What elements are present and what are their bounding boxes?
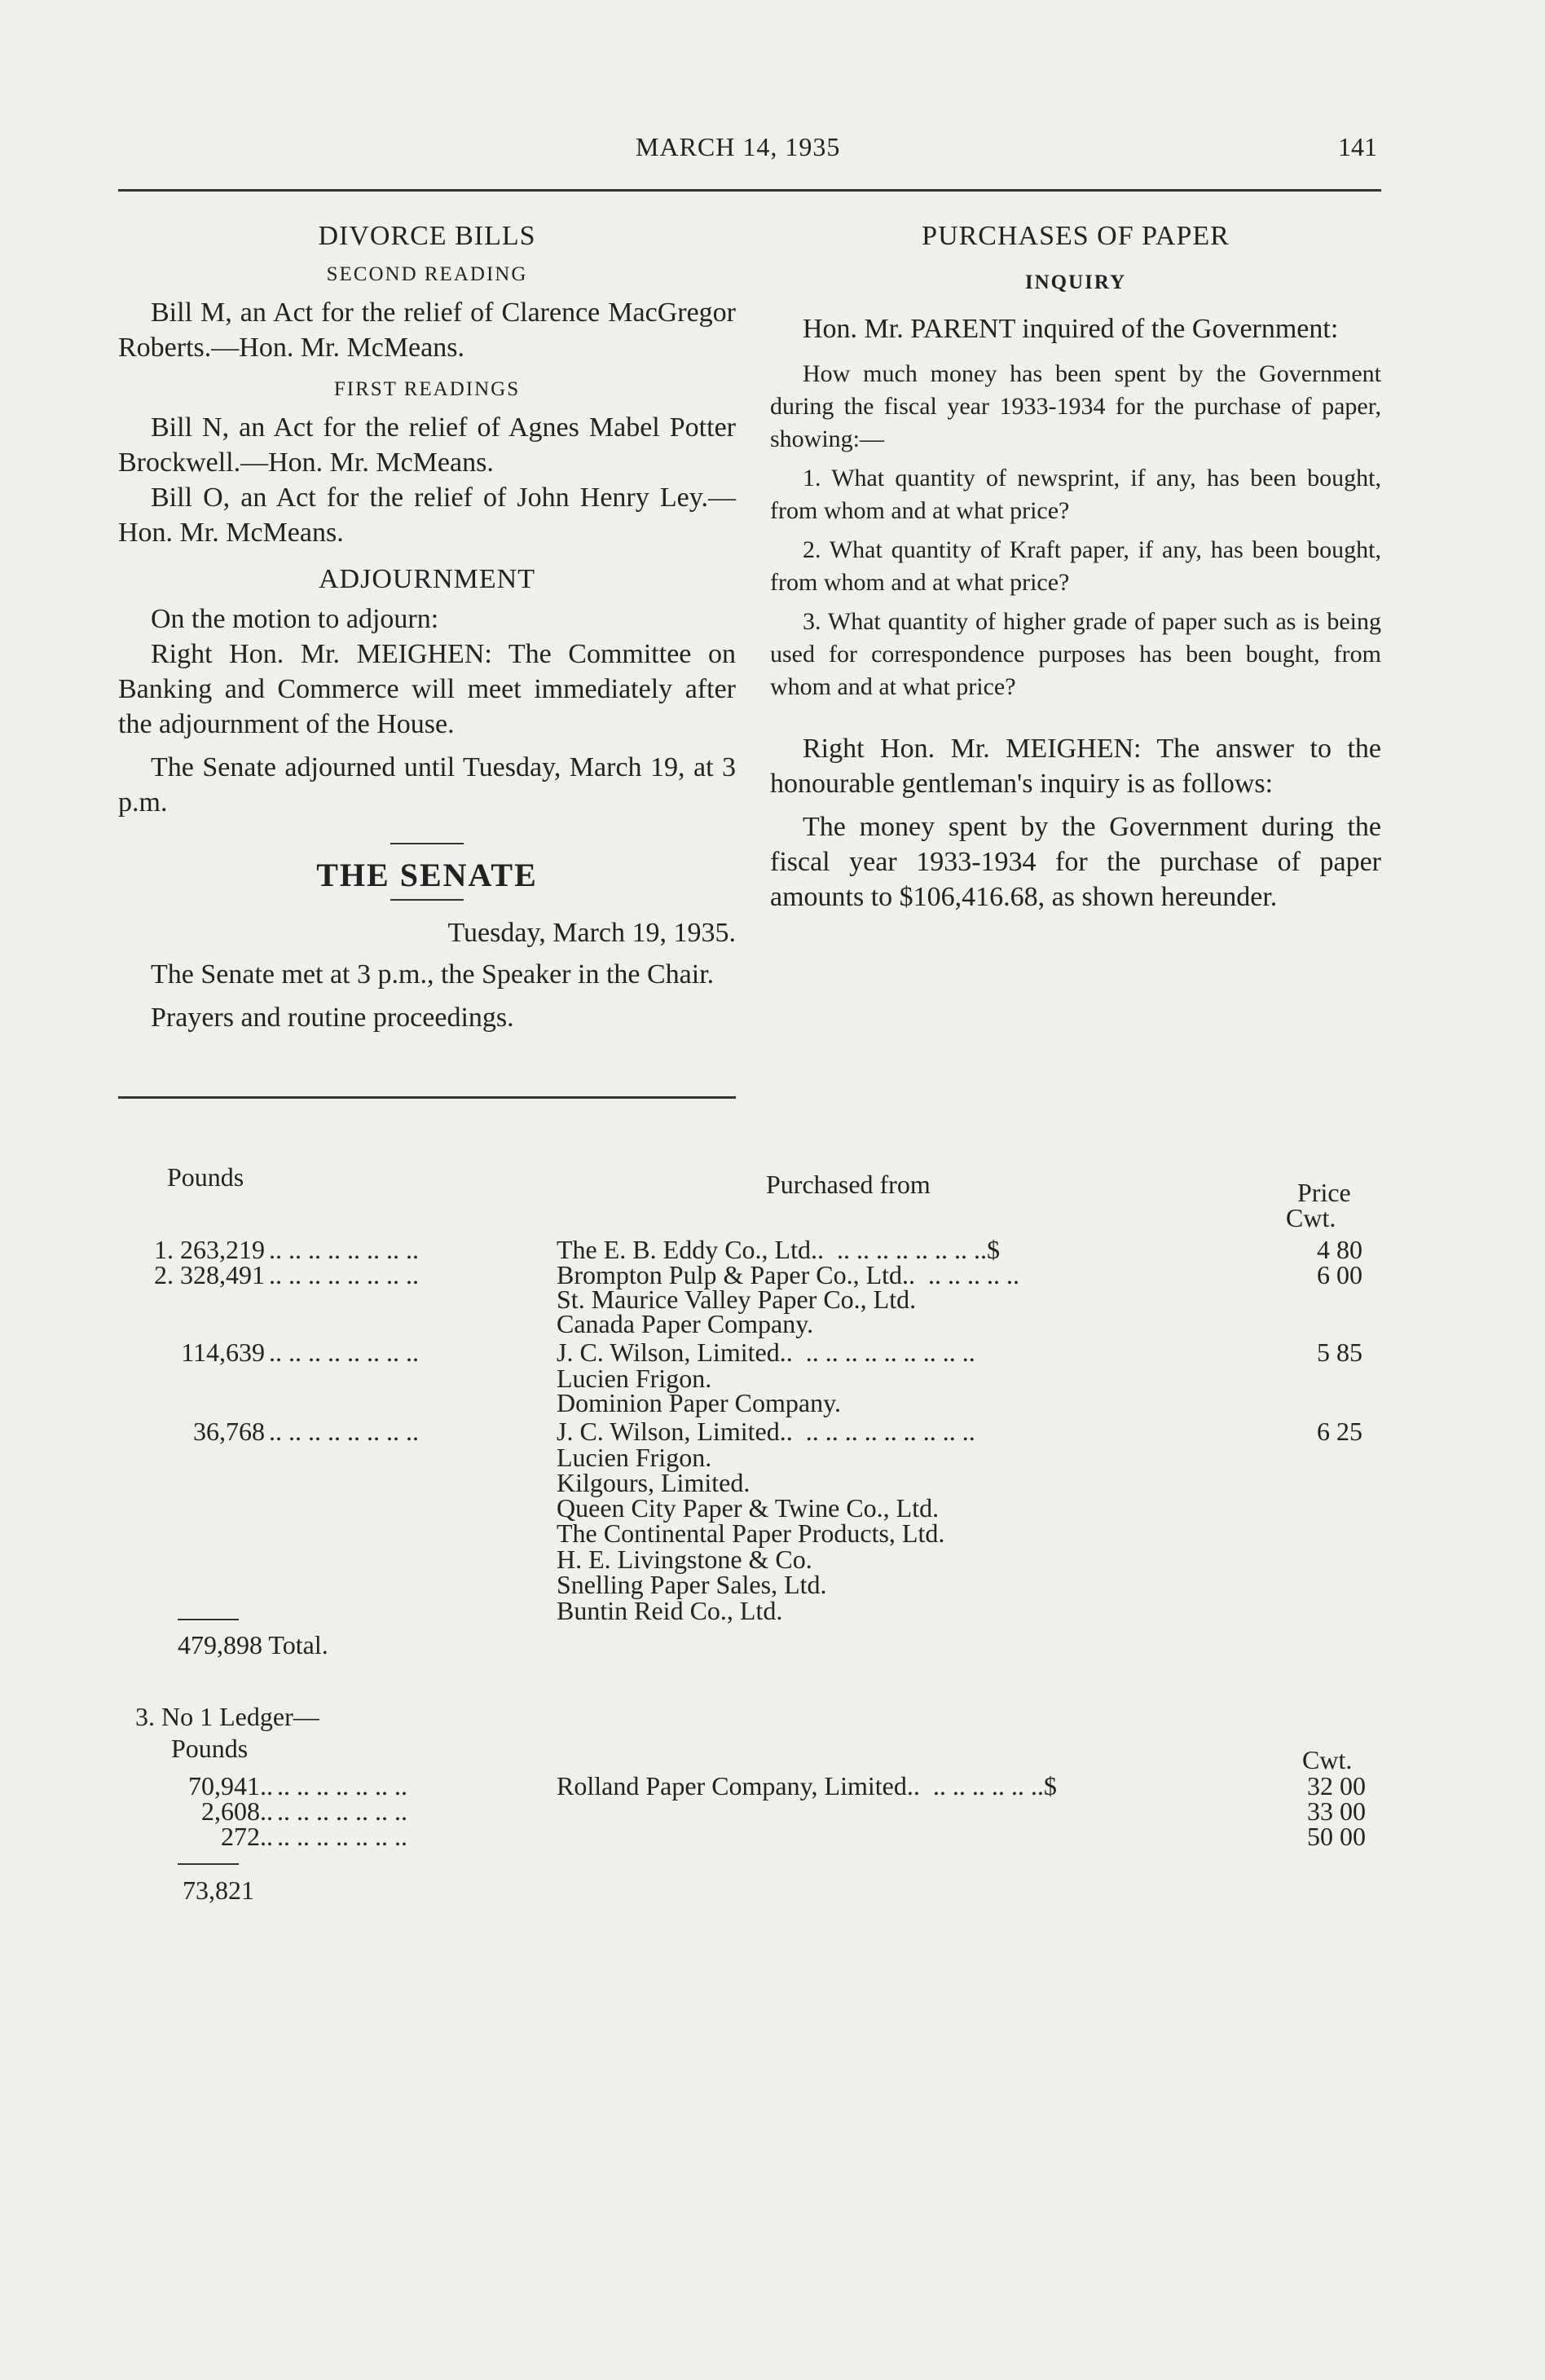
- question-intro: How much money has been spent by the Government during the fiscal year 1933-1934 for the purchase of paper, showing:—: [770, 360, 1381, 452]
- adjournment-heading: ADJOURNMENT: [319, 564, 535, 594]
- table-cell-pounds: 114,639: [181, 1338, 265, 1367]
- col-header-cwt: Cwt.: [1286, 1203, 1336, 1232]
- question-2: 2. What quantity of Kraft paper, if any, has been bought, from whom and at what price?: [770, 536, 1381, 596]
- col-header-purchased: Purchased from: [766, 1170, 931, 1199]
- table-cell-leader: .. .. .. .. .. .. .. ..: [269, 1235, 419, 1264]
- table-cell-supplier: Dominion Paper Company.: [557, 1388, 841, 1417]
- session-date: Tuesday, March 19, 1935.: [447, 918, 736, 948]
- ledger-cell-leader: .. .. .. .. .. .. ..: [277, 1771, 407, 1800]
- meighen-statement: Right Hon. Mr. MEIGHEN: The Committee on Banking and Commerce will meet immediately after the adjournment of the House.: [118, 639, 736, 739]
- running-header-date: MARCH 14, 1935: [636, 132, 841, 161]
- ledger-cell-price: 50 00: [1307, 1822, 1366, 1851]
- ledger-cell-leader: .. .. .. .. .. .. ..: [277, 1796, 407, 1826]
- table-cell-supplier: St. Maurice Valley Paper Co., Ltd.: [557, 1285, 917, 1314]
- table-cell-supplier: Brompton Pulp & Paper Co., Ltd.. .. .. .. .. ..: [557, 1260, 1019, 1289]
- page-number: 141: [1338, 132, 1377, 161]
- ledger-cell-price: 32 00: [1307, 1771, 1366, 1800]
- table-cell-pounds: 36,768: [193, 1417, 265, 1446]
- table-cell-supplier: Lucien Frigon.: [557, 1364, 712, 1393]
- ledger-cell-leader: .. .. .. .. .. .. ..: [277, 1822, 407, 1851]
- ledger-cell-pounds: 2,608..: [201, 1796, 273, 1826]
- meighen-answer: Right Hon. Mr. MEIGHEN: The answer to the honourable gentleman's inquiry is as follows:: [770, 734, 1381, 799]
- table-cell-supplier: Buntin Reid Co., Ltd.: [557, 1596, 783, 1625]
- ledger-pounds-label: Pounds: [171, 1734, 249, 1763]
- table-cell-supplier: Canada Paper Company.: [557, 1309, 814, 1338]
- table-cell-price: 4 80: [1317, 1235, 1362, 1264]
- inquiry-heading: INQUIRY: [1024, 271, 1127, 293]
- motion-text: On the motion to adjourn:: [151, 604, 439, 634]
- senate-met-text: The Senate met at 3 p.m., the Speaker in the Chair.: [151, 959, 715, 989]
- question-1: 1. What quantity of newsprint, if any, has been bought, from whom and at what price?: [770, 465, 1381, 524]
- question-3: 3. What quantity of higher grade of paper such as is being used for correspondence purposes has been bought, from whom and at what price?: [770, 608, 1381, 700]
- purchases-heading: PURCHASES OF PAPER: [922, 221, 1230, 251]
- ledger-cell-supplier: Rolland Paper Company, Limited.. .. .. .. .. .. ..$: [557, 1771, 1057, 1800]
- table-cell-leader: .. .. .. .. .. .. .. ..: [269, 1417, 419, 1446]
- table-cell-leader: .. .. .. .. .. .. .. ..: [269, 1260, 419, 1289]
- table-cell-supplier: Lucien Frigon.: [557, 1443, 712, 1472]
- divorce-bills-heading: DIVORCE BILLS: [318, 221, 536, 251]
- table-cell-supplier: Kilgours, Limited.: [557, 1468, 750, 1497]
- total-text: 479,898 Total.: [178, 1630, 328, 1659]
- prayers-text: Prayers and routine proceedings.: [151, 1003, 514, 1033]
- first-readings-heading: FIRST READINGS: [333, 378, 521, 400]
- senate-heading: THE SENATE: [316, 857, 538, 893]
- ledger-cell-pounds: 70,941..: [188, 1771, 273, 1800]
- ledger-total-rule: [178, 1863, 239, 1865]
- bill-o-text: Bill O, an Act for the relief of John Henry Ley.—Hon. Mr. McMeans.: [118, 483, 736, 548]
- table-cell-supplier: Snelling Paper Sales, Ltd.: [557, 1570, 827, 1599]
- ledger-cwt-label: Cwt.: [1302, 1745, 1353, 1774]
- ledger-total: 73,821: [183, 1875, 254, 1905]
- table-cell-price: 5 85: [1317, 1338, 1362, 1367]
- adjourned-text: The Senate adjourned until Tuesday, March 19, at 3 p.m.: [118, 752, 736, 818]
- parent-inquiry: Hon. Mr. PARENT inquired of the Government:: [803, 314, 1339, 344]
- table-cell-supplier: J. C. Wilson, Limited.. .. .. .. .. .. .. .. .. ..: [557, 1338, 975, 1367]
- table-cell-leader: .. .. .. .. .. .. .. ..: [269, 1338, 419, 1367]
- second-reading-heading: SECOND READING: [326, 263, 528, 285]
- table-cell-price: 6 00: [1317, 1260, 1362, 1289]
- col-header-pounds: Pounds: [167, 1162, 244, 1192]
- table-cell-supplier: J. C. Wilson, Limited.. .. .. .. .. .. .. .. .. ..: [557, 1417, 975, 1446]
- bill-n-text: Bill N, an Act for the relief of Agnes Mabel Potter Brockwell.—Hon. Mr. McMeans.: [118, 412, 736, 478]
- table-cell-supplier: Queen City Paper & Twine Co., Ltd.: [557, 1493, 940, 1523]
- total-rule: [178, 1619, 239, 1620]
- money-spent-text: The money spent by the Government during the fiscal year 1933-1934 for the purchase of paper amounts to $106,416.68, as shown hereunder.: [770, 812, 1381, 912]
- table-cell-supplier: H. E. Livingstone & Co.: [557, 1545, 812, 1574]
- ledger-cell-pounds: 272..: [221, 1822, 273, 1851]
- col-header-price: Price: [1297, 1178, 1351, 1207]
- table-cell-pounds: 2. 328,491: [154, 1260, 265, 1289]
- table-cell-supplier: The Continental Paper Products, Ltd.: [557, 1518, 945, 1548]
- ledger-cell-price: 33 00: [1307, 1796, 1366, 1826]
- bill-m-text: Bill M, an Act for the relief of Clarence MacGregor Roberts.—Hon. Mr. McMeans.: [118, 298, 736, 363]
- ledger-title: 3. No 1 Ledger—: [135, 1702, 319, 1731]
- table-cell-supplier: The E. B. Eddy Co., Ltd.. .. .. .. .. .. .. .. ..$: [557, 1235, 1000, 1264]
- table-cell-price: 6 25: [1317, 1417, 1362, 1446]
- table-cell-pounds: 1. 263,219: [154, 1235, 265, 1264]
